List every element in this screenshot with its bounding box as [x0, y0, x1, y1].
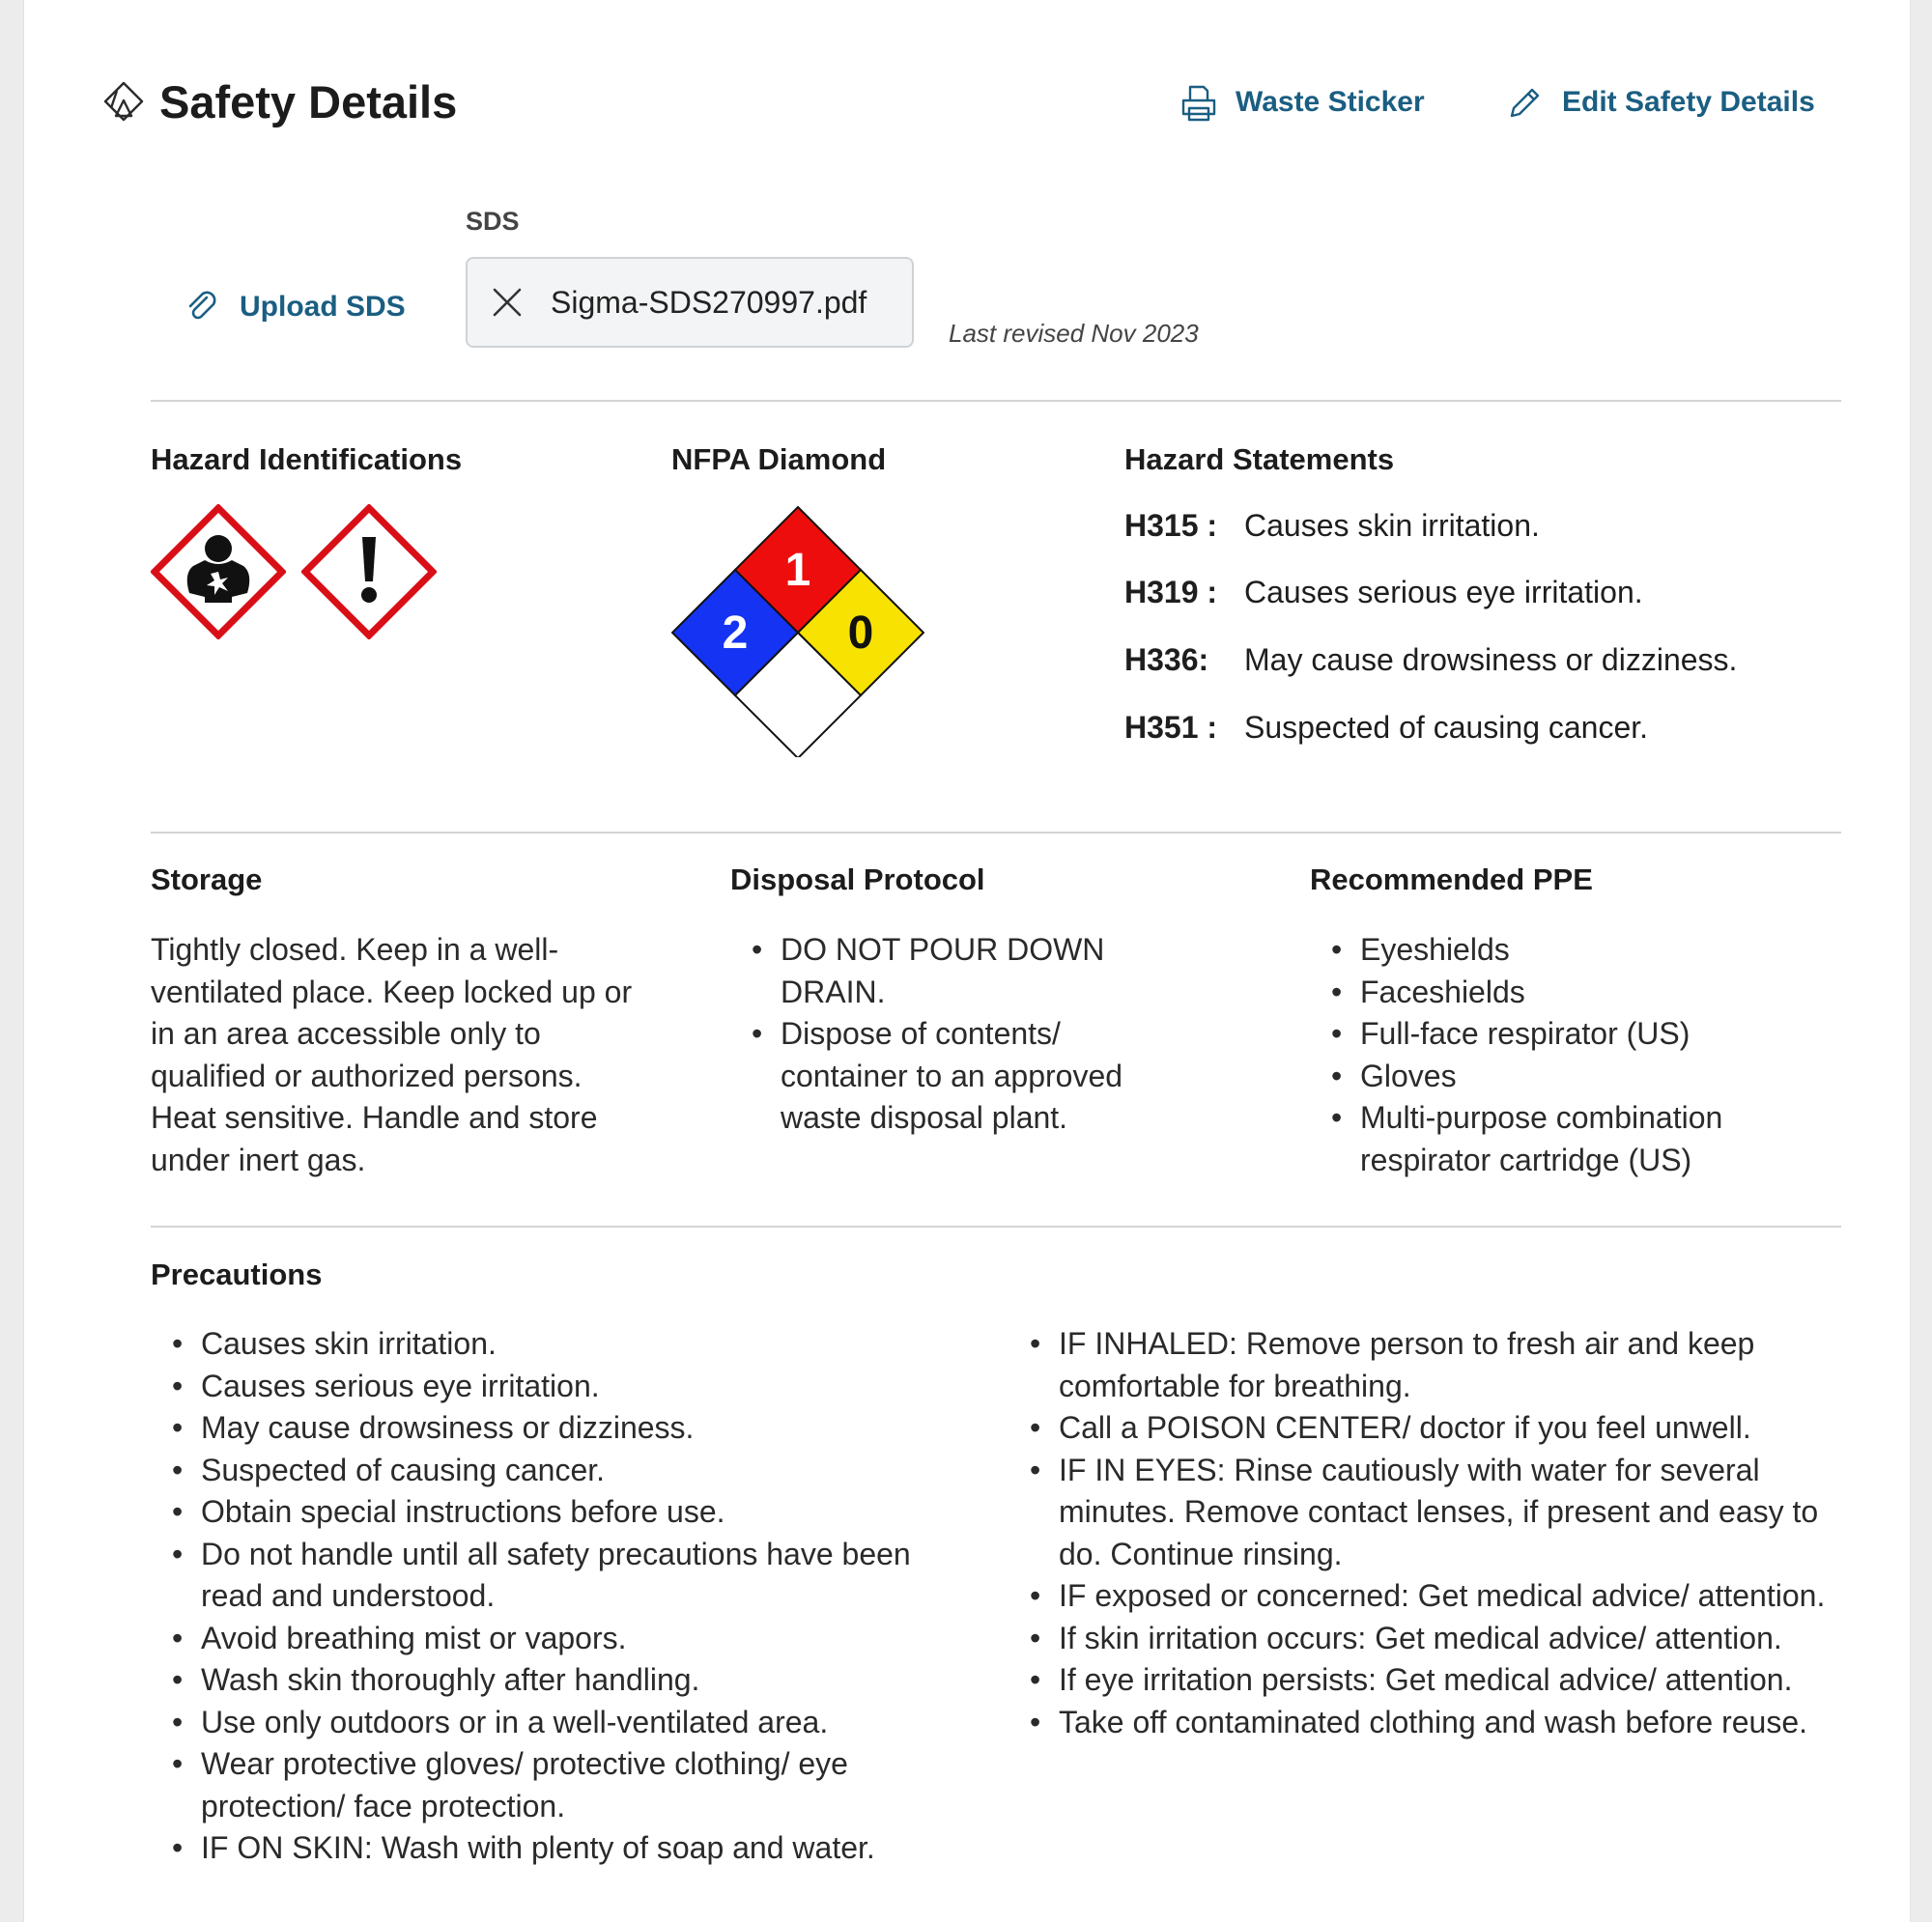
safety-hazard-icon [101, 79, 146, 124]
pencil-icon [1506, 83, 1545, 122]
upload-sds-button[interactable] [184, 288, 406, 326]
list-item: • IF exposed or concerned: Get medical advice/ attention. [1009, 1575, 1859, 1618]
hazard-statements-title: Hazard Statements [1124, 442, 1395, 476]
waste-sticker-button[interactable] [1179, 83, 1425, 122]
hazard-statement-text: Causes skin irritation. [1244, 508, 1540, 543]
hazard-statement-row [1124, 575, 1643, 610]
divider [151, 400, 1841, 402]
list-item: • Avoid breathing mist or vapors. [151, 1618, 943, 1660]
precautions-list-right [1009, 1323, 1859, 1743]
list-item: • Causes skin irritation. [151, 1323, 943, 1366]
list-item: • Use only outdoors or in a well-ventilated area. [151, 1702, 943, 1744]
hazard-statement-text: May cause drowsiness or dizziness. [1244, 642, 1738, 677]
disposal-protocol-title: Disposal Protocol [730, 862, 985, 896]
nfpa-health-value: 2 [722, 608, 749, 659]
list-item: • Dispose of contents/ container to an approved waste disposal plant. [730, 1013, 1194, 1140]
precautions-list-left [151, 1323, 943, 1870]
list-item: • Causes serious eye irritation. [151, 1366, 943, 1408]
list-item: • Suspected of causing cancer. [151, 1450, 943, 1492]
hazard-statement-text: Suspected of causing cancer. [1244, 710, 1649, 745]
sds-label: SDS [466, 207, 520, 236]
nfpa-instability-value: 0 [847, 608, 874, 659]
recommended-ppe-list [1310, 929, 1851, 1181]
hazard-statement-text: Causes serious eye irritation. [1244, 575, 1643, 609]
list-item: • Faceshields [1310, 972, 1851, 1014]
sds-last-revised: Last revised Nov 2023 [949, 319, 1199, 348]
storage-text: Tightly closed. Keep in a well-ventilated place. Keep locked up or in an area accessible only to qualified or authorized persons. Heat sensitive. Handle and store under inert gas. [151, 932, 633, 1177]
remove-file-icon[interactable] [491, 286, 524, 319]
edit-safety-details-label: Edit Safety Details [1562, 86, 1815, 118]
sds-file-chip [466, 257, 914, 348]
list-item: • Wash skin thoroughly after handling. [151, 1659, 943, 1702]
nfpa-diamond-title: NFPA Diamond [671, 442, 887, 476]
paperclip-icon [184, 288, 222, 326]
hazard-statement-code: H351 : [1124, 710, 1218, 745]
list-item: • DO NOT POUR DOWN DRAIN. [730, 929, 1194, 1013]
storage-title: Storage [151, 862, 263, 896]
hazard-statement-row [1124, 710, 1648, 746]
divider [151, 1226, 1841, 1228]
list-item: • Wear protective gloves/ protective clothing/ eye protection/ face protection. [151, 1743, 943, 1827]
hazard-identifications-title: Hazard Identifications [151, 442, 463, 476]
upload-sds-label: Upload SDS [240, 291, 406, 323]
list-item: • If eye irritation persists: Get medical advice/ attention. [1009, 1659, 1859, 1702]
waste-sticker-label: Waste Sticker [1236, 86, 1425, 118]
list-item: • IF INHALED: Remove person to fresh air and keep comfortable for breathing. [1009, 1323, 1859, 1407]
list-item: • Take off contaminated clothing and wash before reuse. [1009, 1702, 1859, 1744]
nfpa-diamond [671, 504, 924, 757]
hazard-statement-row [1124, 642, 1737, 678]
list-item: • IF ON SKIN: Wash with plenty of soap and water. [151, 1827, 943, 1870]
list-item: • If skin irritation occurs: Get medical advice/ attention. [1009, 1618, 1859, 1660]
list-item: • Multi-purpose combination respirator cartridge (US) [1310, 1097, 1851, 1181]
list-item: • IF IN EYES: Rinse cautiously with water for several minutes. Remove contact lenses, if present and easy to do. Continue rinsing. [1009, 1450, 1859, 1576]
safety-details-panel [23, 0, 1911, 1922]
hazard-statement-code: H336: [1124, 642, 1209, 677]
list-item: • Do not handle until all safety precautions have been read and understood. [151, 1534, 943, 1618]
printer-icon [1179, 83, 1218, 122]
page-title: Safety Details [159, 76, 458, 127]
exclamation-mark-icon [301, 504, 437, 639]
sds-file-name[interactable]: Sigma-SDS270997.pdf [551, 284, 867, 320]
list-item: • May cause drowsiness or dizziness. [151, 1407, 943, 1450]
precautions-title: Precautions [151, 1258, 323, 1291]
recommended-ppe-title: Recommended PPE [1310, 862, 1593, 896]
divider [151, 832, 1841, 834]
list-item: • Eyeshields [1310, 929, 1851, 972]
health-hazard-icon [151, 504, 286, 639]
list-item: • Full-face respirator (US) [1310, 1013, 1851, 1056]
list-item: • Obtain special instructions before use. [151, 1491, 943, 1534]
disposal-protocol-list [730, 929, 1194, 1140]
list-item: • Call a POISON CENTER/ doctor if you feel unwell. [1009, 1407, 1859, 1450]
hazard-statement-code: H315 : [1124, 508, 1218, 543]
nfpa-flammability-value: 1 [784, 545, 811, 596]
edit-safety-details-button[interactable] [1506, 83, 1815, 122]
list-item: • Gloves [1310, 1056, 1851, 1098]
hazard-statement-code: H319 : [1124, 575, 1218, 609]
hazard-statement-row [1124, 508, 1540, 544]
